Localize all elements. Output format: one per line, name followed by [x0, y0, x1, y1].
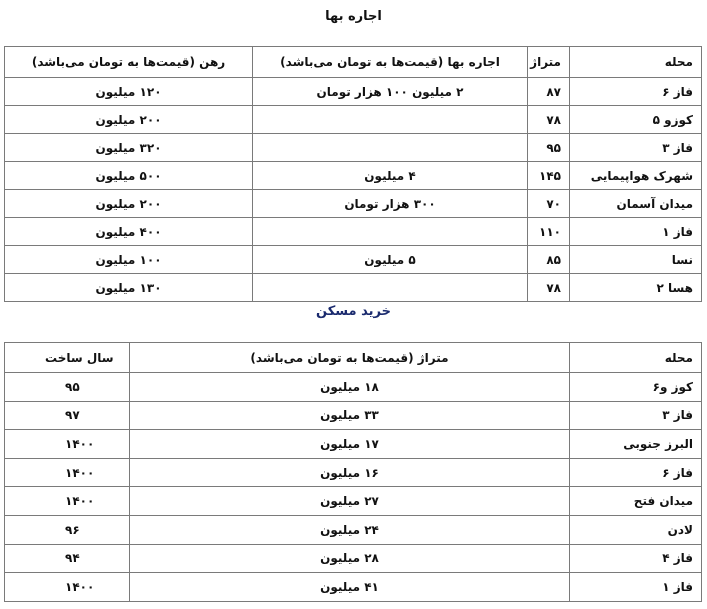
rent-cell-meter: ۹۵	[528, 134, 570, 162]
rent-cell-rent	[253, 134, 528, 162]
rent-cell-rent: ۵ میلیون	[253, 246, 528, 274]
rent-table	[4, 46, 702, 302]
rent-cell-deposit: ۲۰۰ میلیون	[5, 190, 253, 218]
buy-cell-area: فاز ۱	[570, 573, 702, 602]
buy-cell-area: فاز ۳	[570, 401, 702, 430]
rent-cell-deposit: ۱۳۰ میلیون	[5, 274, 253, 302]
rent-cell-area: هسا ۲	[570, 274, 702, 302]
buy-cell-year: ۱۴۰۰	[5, 573, 130, 602]
rent-cell-deposit: ۳۲۰ میلیون	[5, 134, 253, 162]
buy-table-row	[5, 515, 702, 544]
rent-cell-meter: ۱۱۰	[528, 218, 570, 246]
buy-table-row	[5, 573, 702, 602]
rent-cell-deposit: ۵۰۰ میلیون	[5, 162, 253, 190]
buy-cell-meter: ۲۴ میلیون	[130, 515, 570, 544]
buy-cell-area: میدان فتح	[570, 487, 702, 516]
rent-cell-rent: ۳۰۰ هزار تومان	[253, 190, 528, 218]
rent-cell-area: شهرک هواپیمایی	[570, 162, 702, 190]
rent-table-row	[5, 246, 702, 274]
rent-cell-rent	[253, 106, 528, 134]
rent-table-row	[5, 78, 702, 106]
buy-cell-year: ۹۷	[5, 401, 130, 430]
buy-table-header-row	[5, 343, 702, 373]
buy-cell-area: لادن	[570, 515, 702, 544]
rent-cell-area: کوزو ۵	[570, 106, 702, 134]
rent-table-header-row	[5, 47, 702, 78]
rent-cell-rent	[253, 218, 528, 246]
buy-cell-meter: ۲۷ میلیون	[130, 487, 570, 516]
buy-cell-meter: ۱۶ میلیون	[130, 458, 570, 487]
rent-cell-deposit: ۱۲۰ میلیون	[5, 78, 253, 106]
buy-cell-area: فاز ۴	[570, 544, 702, 573]
rent-header-area: محله	[570, 47, 702, 78]
buy-section-title: خرید مسکن	[316, 304, 391, 319]
rent-cell-rent: ۴ میلیون	[253, 162, 528, 190]
rent-header-meter: متراژ	[528, 47, 570, 78]
rent-cell-deposit: ۴۰۰ میلیون	[5, 218, 253, 246]
rent-cell-meter: ۱۴۵	[528, 162, 570, 190]
rent-cell-meter: ۸۷	[528, 78, 570, 106]
rent-table-row	[5, 162, 702, 190]
buy-cell-area: فاز ۶	[570, 458, 702, 487]
rent-cell-area: فاز ۳	[570, 134, 702, 162]
buy-cell-meter: ۴۱ میلیون	[130, 573, 570, 602]
rent-table-row	[5, 106, 702, 134]
rent-table-row	[5, 218, 702, 246]
buy-table-row	[5, 430, 702, 459]
buy-cell-year: ۱۴۰۰	[5, 458, 130, 487]
buy-header-area: محله	[570, 343, 702, 373]
rent-section-title: اجاره بها	[325, 9, 382, 24]
buy-table-row	[5, 373, 702, 402]
buy-cell-year: ۱۴۰۰	[5, 430, 130, 459]
buy-table-row	[5, 401, 702, 430]
rent-cell-meter: ۷۸	[528, 106, 570, 134]
buy-table-row	[5, 544, 702, 573]
buy-header-year: سال ساخت	[5, 343, 130, 373]
buy-cell-year: ۹۵	[5, 373, 130, 402]
rent-header-deposit: رهن (قیمت‌ها به تومان می‌باشد)	[5, 47, 253, 78]
buy-cell-area: کوز و۶	[570, 373, 702, 402]
rent-cell-meter: ۷۰	[528, 190, 570, 218]
rent-cell-area: فاز ۱	[570, 218, 702, 246]
rent-table-row	[5, 190, 702, 218]
rent-cell-rent	[253, 274, 528, 302]
buy-cell-year: ۹۶	[5, 515, 130, 544]
buy-cell-year: ۱۴۰۰	[5, 487, 130, 516]
rent-cell-meter: ۷۸	[528, 274, 570, 302]
buy-cell-area: البرز جنوبی	[570, 430, 702, 459]
rent-table-row	[5, 274, 702, 302]
buy-table-row	[5, 458, 702, 487]
buy-cell-year: ۹۴	[5, 544, 130, 573]
rent-cell-area: میدان آسمان	[570, 190, 702, 218]
buy-cell-meter: ۱۸ میلیون	[130, 373, 570, 402]
rent-cell-rent: ۲ میلیون ۱۰۰ هزار تومان	[253, 78, 528, 106]
buy-cell-meter: ۳۳ میلیون	[130, 401, 570, 430]
rent-cell-area: نسا	[570, 246, 702, 274]
rent-cell-meter: ۸۵	[528, 246, 570, 274]
rent-cell-deposit: ۱۰۰ میلیون	[5, 246, 253, 274]
buy-table	[4, 342, 702, 602]
buy-cell-meter: ۱۷ میلیون	[130, 430, 570, 459]
rent-cell-area: فاز ۶	[570, 78, 702, 106]
rent-header-rent: اجاره بها (قیمت‌ها به تومان می‌باشد)	[253, 47, 528, 78]
buy-header-meter: متراژ (قیمت‌ها به تومان می‌باشد)	[130, 343, 570, 373]
buy-cell-meter: ۲۸ میلیون	[130, 544, 570, 573]
rent-table-row	[5, 134, 702, 162]
rent-cell-deposit: ۲۰۰ میلیون	[5, 106, 253, 134]
buy-table-row	[5, 487, 702, 516]
